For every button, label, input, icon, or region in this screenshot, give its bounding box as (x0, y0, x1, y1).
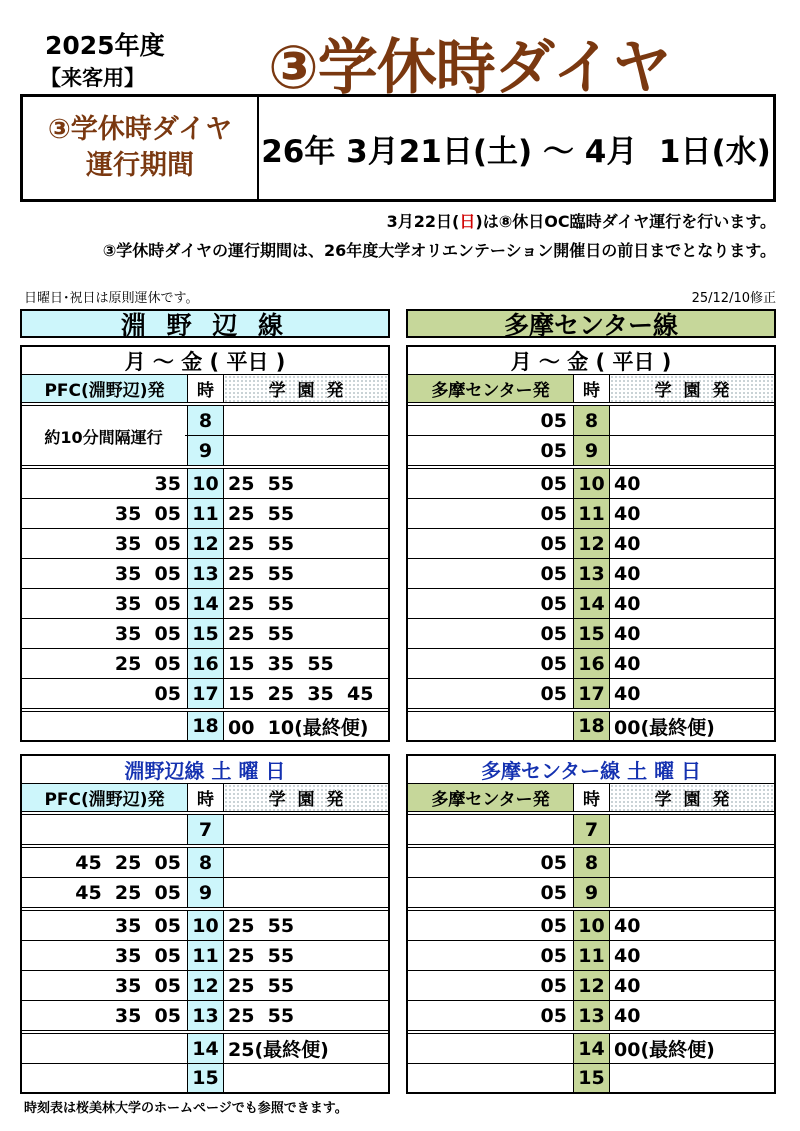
campus-departure-times: 40 (614, 622, 641, 645)
origin-departure-times: 05 (408, 619, 574, 648)
hour-cell: 11 (188, 499, 224, 528)
origin-departure-times: 05 (408, 1001, 574, 1030)
campus-departure-times (224, 436, 388, 465)
campus-departure-times: 15 25 35 45 (228, 682, 374, 705)
hour-cell: 7 (574, 815, 610, 844)
hour-cell: 10 (574, 469, 610, 498)
origin-departure-times: 05 (408, 559, 574, 588)
campus-departure-times: 40 (614, 914, 641, 937)
campus-column-header: 学 園 発 (224, 375, 388, 402)
origin-departure-times: 35 05 (22, 619, 188, 648)
campus-departure-times (610, 815, 774, 844)
origin-departure-times: 45 25 05 (22, 878, 188, 907)
campus-departure-times: 15 35 55 (228, 652, 334, 675)
timetable-row (406, 499, 776, 529)
campus-departure-times: 25 55 (228, 944, 295, 967)
footer-note: 時刻表は桜美林大学のホームページでも参照できます。 (24, 1101, 348, 1116)
holiday-notice-date: 3月22日( (386, 212, 460, 231)
campus-departure-times: 25 55 (228, 914, 295, 937)
period-label-line2: 運行期間 (86, 150, 194, 181)
timetable-row (20, 619, 390, 649)
campus-departure-times: 25 55 (228, 974, 295, 997)
tama-line-header: 多摩センター線 (406, 309, 776, 338)
campus-departure-times: 40 (614, 592, 641, 615)
origin-departure-times: 35 05 (22, 499, 188, 528)
hour-cell: 8 (188, 406, 224, 435)
timetable-row (406, 941, 776, 971)
origin-departure-times: 35 05 (22, 1001, 188, 1030)
origin-column-header: PFC(淵野辺)発 (22, 375, 188, 402)
holiday-notice (387, 209, 776, 232)
holiday-notice-text: )は⑧休日OC臨時ダイヤ運行を行います。 (475, 212, 776, 231)
hour-cell: 14 (574, 1034, 610, 1063)
timetable-row (20, 971, 390, 1001)
hour-cell: 15 (574, 619, 610, 648)
origin-departure-times (22, 1064, 188, 1092)
origin-departure-times (22, 712, 188, 740)
hour-cell: 13 (188, 1001, 224, 1030)
campus-departure-times: 40 (614, 944, 641, 967)
timetable-row (20, 499, 390, 529)
origin-departure-times: 35 05 (22, 529, 188, 558)
hour-column-header: 時 (188, 375, 224, 402)
campus-departure-times: 25(最終便) (228, 1039, 329, 1061)
hour-cell: 15 (188, 1064, 224, 1092)
hour-cell: 12 (574, 529, 610, 558)
origin-departure-times: 45 25 05 (22, 848, 188, 877)
column-header-row (406, 375, 776, 403)
campus-departure-times (610, 406, 774, 435)
hour-cell: 10 (188, 469, 224, 498)
hour-cell: 8 (574, 406, 610, 435)
period-label (23, 97, 259, 199)
campus-departure-times (610, 436, 774, 465)
campus-departure-times: 25 55 (228, 592, 295, 615)
hour-cell: 11 (188, 941, 224, 970)
timetable-row (406, 911, 776, 941)
hour-cell: 14 (574, 589, 610, 618)
interval-note: 約10分間隔運行 (22, 407, 185, 465)
saturday-fuchinobe-header: 淵野辺線 土 曜 日 (20, 754, 390, 784)
hour-cell: 11 (574, 941, 610, 970)
campus-departure-times: 00(最終便) (614, 1039, 715, 1061)
timetable-row (20, 559, 390, 589)
timetable-row (406, 589, 776, 619)
origin-departure-times: 35 05 (22, 911, 188, 940)
hour-cell: 18 (188, 712, 224, 740)
campus-departure-times (610, 848, 774, 877)
holiday-notice-sunday: 日 (459, 212, 476, 231)
hour-column-header: 時 (574, 784, 610, 811)
timetable-row (406, 815, 776, 845)
timetable-row (406, 529, 776, 559)
origin-departure-times: 05 (408, 529, 574, 558)
campus-departure-times: 40 (614, 974, 641, 997)
hour-cell: 9 (188, 436, 224, 465)
origin-departure-times: 35 05 (22, 559, 188, 588)
timetable-row (20, 815, 390, 845)
hour-cell: 16 (188, 649, 224, 678)
timetable-row (406, 848, 776, 878)
audience-label: 【来客用】 (40, 66, 145, 90)
campus-column-header: 学 園 発 (610, 784, 774, 811)
hour-column-header: 時 (574, 375, 610, 402)
campus-departure-times (224, 406, 388, 435)
timetable-row (406, 1001, 776, 1031)
origin-departure-times: 35 05 (22, 941, 188, 970)
origin-departure-times: 05 (408, 436, 574, 465)
campus-departure-times: 40 (614, 652, 641, 675)
weekday-header-fuchinobe: 月 ～ 金 ( 平日 ) (20, 345, 390, 375)
column-header-row (20, 784, 390, 812)
campus-departure-times (610, 1064, 774, 1092)
hour-cell: 13 (188, 559, 224, 588)
origin-departure-times (408, 1064, 574, 1092)
origin-departure-times (22, 815, 188, 844)
hour-cell: 14 (188, 589, 224, 618)
period-value: 26年 3月21日(土) ～ 4月 1日(水) (261, 133, 771, 170)
campus-departure-times: 40 (614, 1004, 641, 1027)
origin-departure-times: 05 (408, 941, 574, 970)
column-header-row (406, 784, 776, 812)
origin-departure-times: 05 (408, 878, 574, 907)
timetable-row (20, 679, 390, 709)
timetable-row (20, 1001, 390, 1031)
origin-departure-times: 05 (22, 679, 188, 708)
campus-departure-times: 40 (614, 682, 641, 705)
origin-departure-times: 05 (408, 499, 574, 528)
campus-departure-times: 25 55 (228, 562, 295, 585)
hour-cell: 13 (574, 559, 610, 588)
saturday-tama-header: 多摩センター線 土 曜 日 (406, 754, 776, 784)
hour-column-header: 時 (188, 784, 224, 811)
hour-cell: 9 (188, 878, 224, 907)
weekday-header-tama: 月 ～ 金 ( 平日 ) (406, 345, 776, 375)
origin-departure-times: 05 (408, 469, 574, 498)
timetable-row (406, 619, 776, 649)
campus-departure-times: 40 (614, 562, 641, 585)
timetable-row (20, 911, 390, 941)
page-title: ③学休時ダイヤ (268, 33, 671, 103)
timetable-row (406, 436, 776, 466)
sunday-notice: 日曜日･祝日は原則運休です。 (24, 291, 199, 306)
campus-departure-times (224, 848, 388, 877)
hour-cell: 8 (574, 848, 610, 877)
timetable-row (20, 649, 390, 679)
timetable-row (406, 649, 776, 679)
timetable-row (20, 1034, 390, 1064)
origin-departure-times: 05 (408, 679, 574, 708)
timetable-row (406, 712, 776, 742)
origin-departure-times (22, 1034, 188, 1063)
timetable-row (20, 712, 390, 742)
timetable-row (20, 589, 390, 619)
origin-departure-times: 35 05 (22, 971, 188, 1000)
origin-departure-times (408, 1034, 574, 1063)
period-notice: ③学休時ダイヤの運行期間は、26年度大学オリエンテーション開催日の前日までとなります。 (102, 241, 776, 260)
timetable-row (20, 529, 390, 559)
timetable-row (20, 469, 390, 499)
hour-cell: 12 (188, 971, 224, 1000)
origin-departure-times: 35 05 (22, 589, 188, 618)
campus-departure-times: 40 (614, 532, 641, 555)
campus-departure-times: 40 (614, 472, 641, 495)
origin-departure-times: 35 (22, 469, 188, 498)
origin-departure-times: 05 (408, 848, 574, 877)
revision-date: 25/12/10修正 (691, 291, 776, 306)
campus-column-header: 学 園 発 (610, 375, 774, 402)
campus-departure-times (224, 815, 388, 844)
timetable-row (20, 848, 390, 878)
timetable-row (406, 679, 776, 709)
origin-departure-times (408, 815, 574, 844)
timetable-row (406, 1034, 776, 1064)
hour-cell: 14 (188, 1034, 224, 1063)
timetable-row (406, 406, 776, 436)
fuchinobe-line-header: 淵 野 辺 線 (20, 309, 390, 338)
hour-cell: 12 (188, 529, 224, 558)
campus-departure-times: 00 10(最終便) (228, 716, 369, 739)
hour-cell: 9 (574, 878, 610, 907)
hour-cell: 18 (574, 712, 610, 740)
campus-departure-times: 25 55 (228, 472, 295, 495)
origin-departure-times: 05 (408, 589, 574, 618)
origin-column-header: 多摩センター発 (408, 784, 574, 811)
hour-cell: 11 (574, 499, 610, 528)
hour-cell: 12 (574, 971, 610, 1000)
campus-departure-times (224, 878, 388, 907)
campus-departure-times (224, 1064, 388, 1092)
hour-cell: 9 (574, 436, 610, 465)
timetable-row (406, 971, 776, 1001)
hour-cell: 17 (574, 679, 610, 708)
timetable-row (406, 1064, 776, 1094)
column-header-row (20, 375, 390, 403)
timetable-row (20, 941, 390, 971)
origin-departure-times: 25 05 (22, 649, 188, 678)
campus-column-header: 学 園 発 (224, 784, 388, 811)
timetable-row (20, 1064, 390, 1094)
hour-cell: 15 (188, 619, 224, 648)
campus-departure-times (610, 878, 774, 907)
origin-departure-times: 05 (408, 406, 574, 435)
campus-departure-times: 25 55 (228, 622, 295, 645)
hour-cell: 15 (574, 1064, 610, 1092)
timetable-row (406, 878, 776, 908)
campus-departure-times: 25 55 (228, 1004, 295, 1027)
hour-cell: 17 (188, 679, 224, 708)
operation-period-box (20, 94, 776, 202)
origin-departure-times: 05 (408, 971, 574, 1000)
hour-cell: 7 (188, 815, 224, 844)
timetable-row (20, 878, 390, 908)
fiscal-year: 2025年度 (45, 31, 165, 60)
origin-departure-times: 05 (408, 649, 574, 678)
origin-departure-times (408, 712, 574, 740)
hour-cell: 13 (574, 1001, 610, 1030)
origin-departure-times: 05 (408, 911, 574, 940)
origin-column-header: PFC(淵野辺)発 (22, 784, 188, 811)
origin-column-header: 多摩センター発 (408, 375, 574, 402)
hour-cell: 10 (574, 911, 610, 940)
campus-departure-times: 40 (614, 502, 641, 525)
hour-cell: 10 (188, 911, 224, 940)
period-label-line1: ③学休時ダイヤ (47, 114, 233, 145)
hour-cell: 16 (574, 649, 610, 678)
campus-departure-times: 25 55 (228, 502, 295, 525)
hour-cell: 8 (188, 848, 224, 877)
campus-departure-times: 00(最終便) (614, 716, 715, 739)
timetable-row (406, 559, 776, 589)
timetable-row (406, 469, 776, 499)
campus-departure-times: 25 55 (228, 532, 295, 555)
